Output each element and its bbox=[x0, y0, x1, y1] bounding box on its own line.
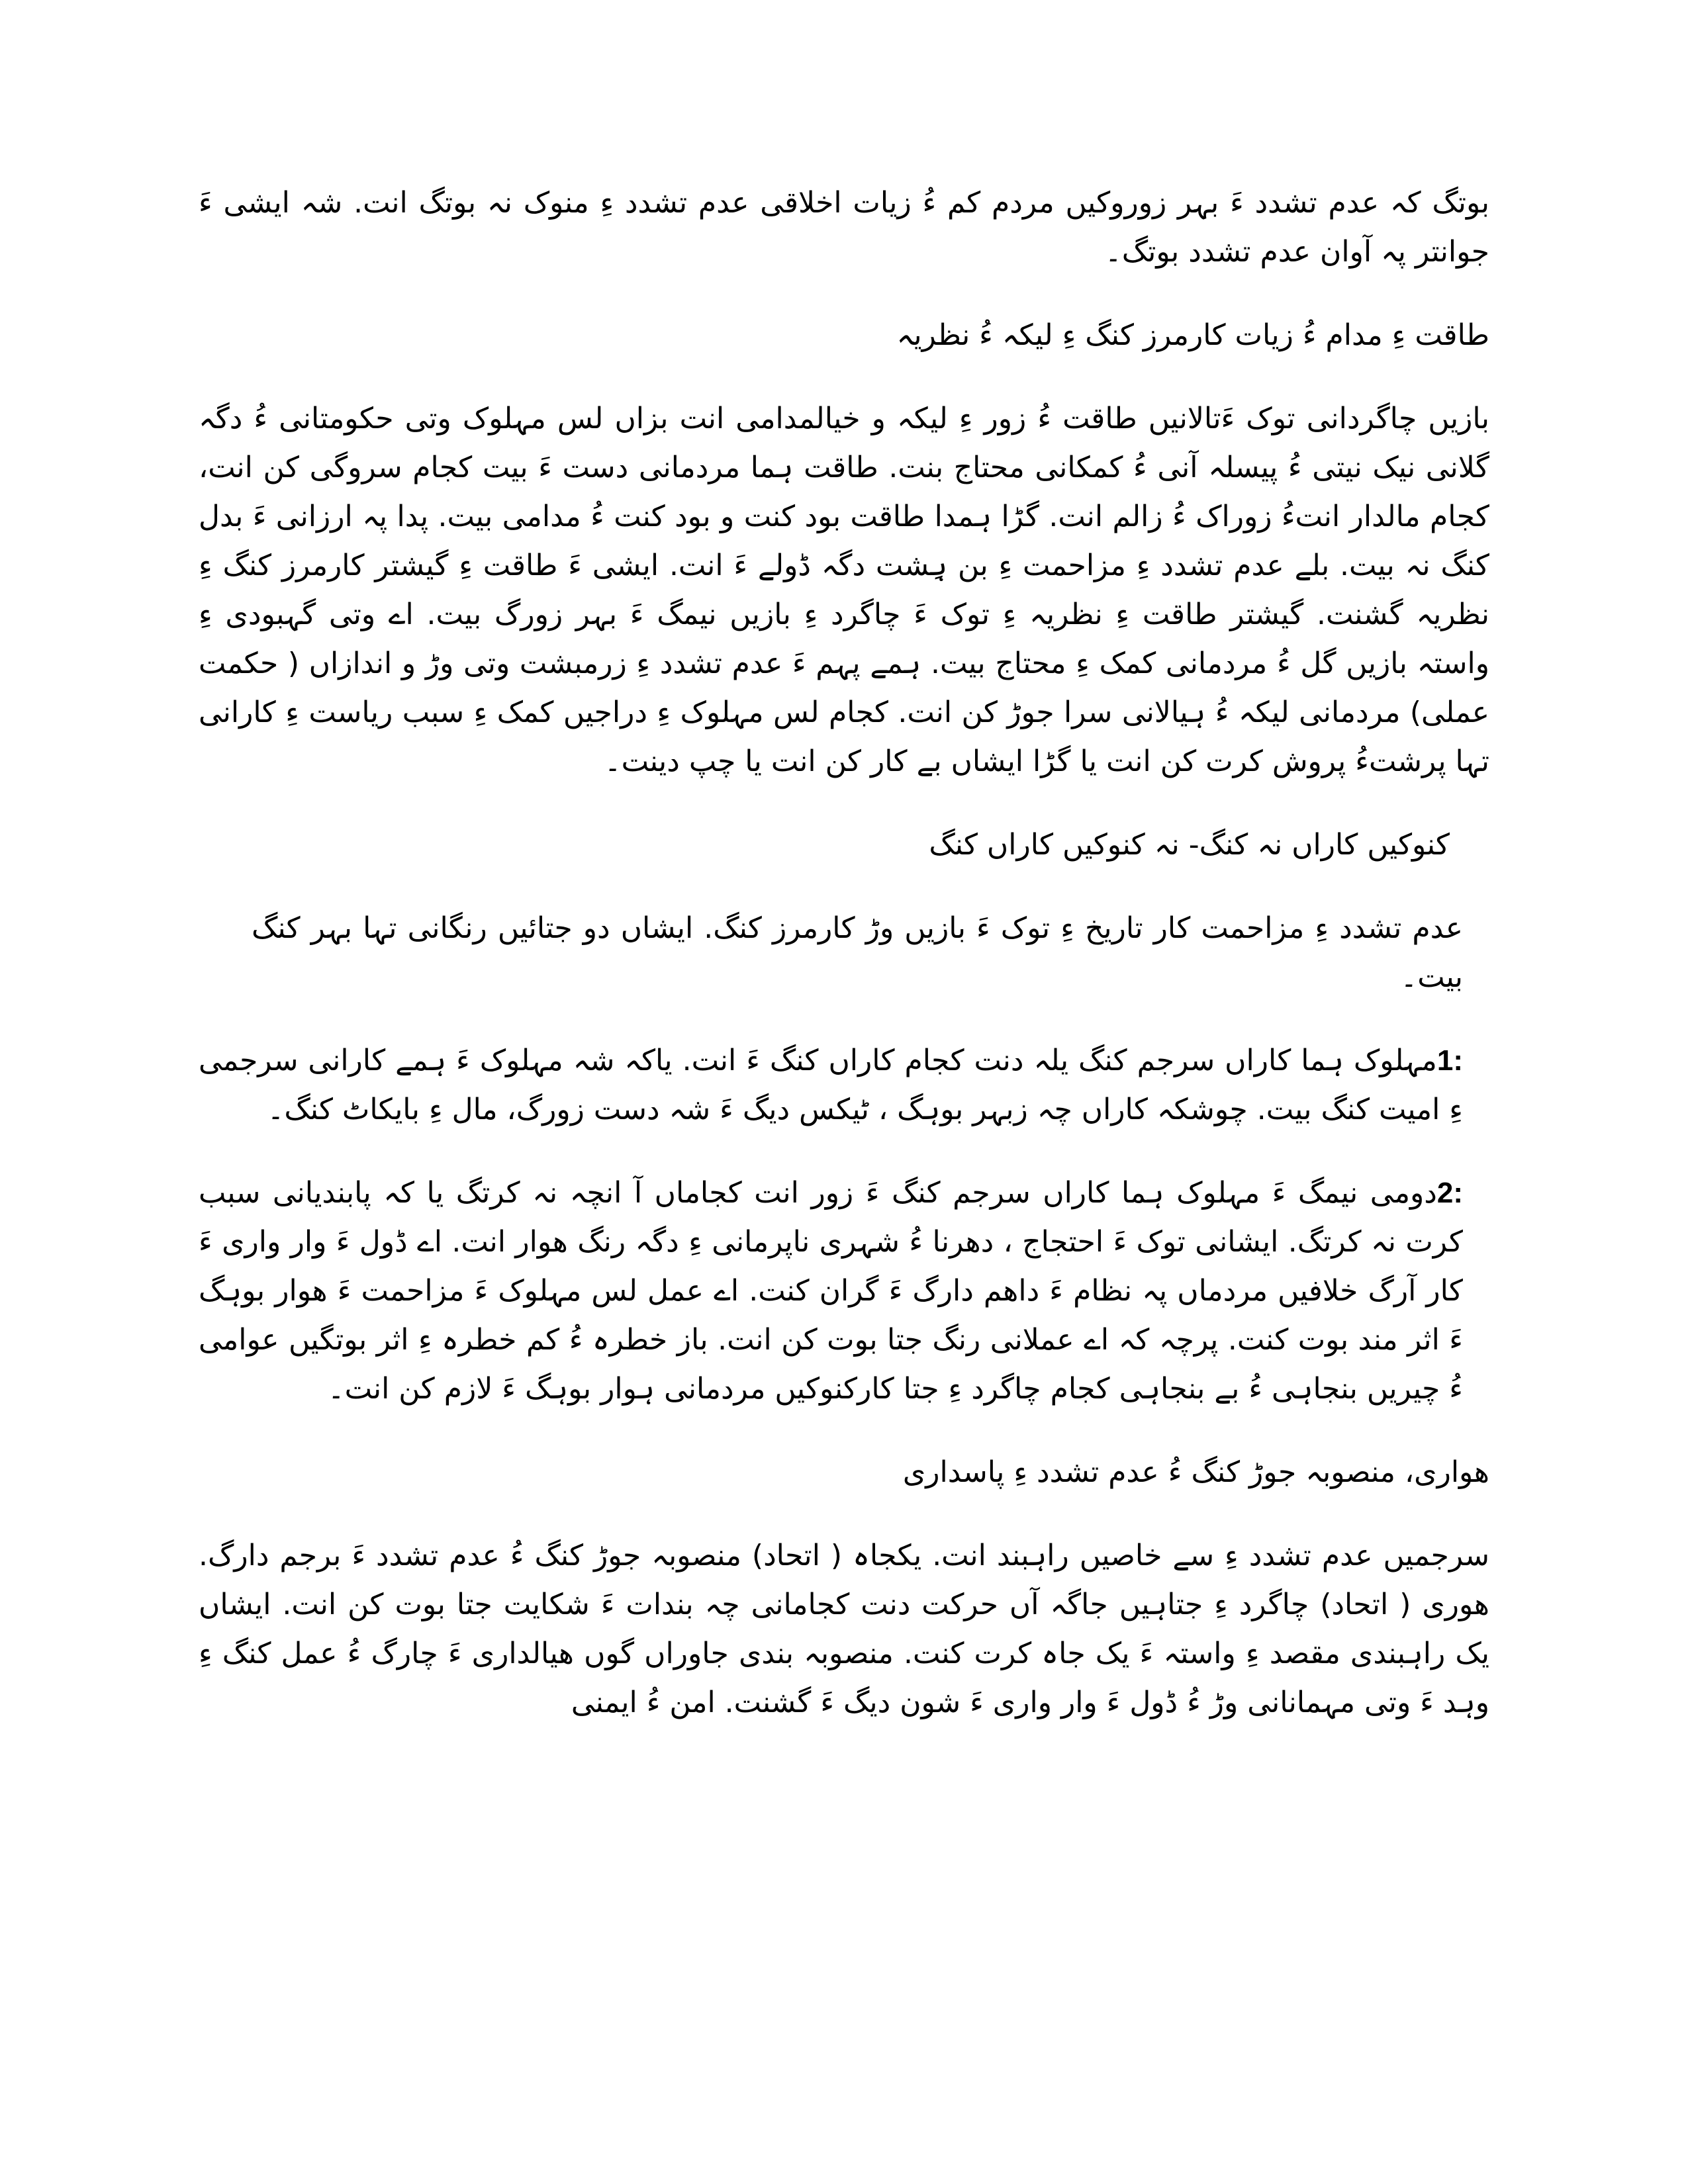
paragraph-power-theory: بازیں چاگردانی توک ءَتالانیں طاقت ءُ زور ءِ لیکہ و خیالمدامی انت بزاں لس مہلوک وتی حکومتانی ءُ دگہ گلانی نیک نیتی ءُ پیسلہ آنی ءُ کمکانی محتاج بنت. طاقت ہما مردمانی دست ءَ بیت کجام سروگی کن انت، کجام مالدار انتءُ زوراک ءُ زالم انت. گڑا ہمدا طاقت بود کنت و بود کنت ءُ مدامی بیت. پدا پہ ارزانی ءَ بدل کنگ نہ بیت. بلے عدم تشدد ءِ مزاحمت ءِ بن ہِشت دگہ ڈولے ءَ انت. ایشی ءَ طاقت ءِ گیشتر کارمرز کنگ ءِ نظریہ گشنت. گیشتر طاقت ءِ نظریہ ءِ توک ءَ چاگرد ءِ بازیں نیمگ ءَ بہر زورگ بیت. اے وتی گہبودی ءِ واستہ بازیں گل ءُ مردمانی کمک ءِ محتاج بیت. ہمے پہم ءَ عدم تشدد ءِ زرمبشت وتی وڑ و اندازاں ( حکمت عملی) مردمانی لیکہ ءُ ہیالانی سرا جوڑ کن انت. کجام لس مہلوک ءِ دراجیں کمک ءِ سبب ریاست ءِ کارانی تہا پرشتءُ پروش کرت کن انت یا گڑا ایشاں بے کار کن انت یا چپ دینت۔ bbox=[199, 402, 1489, 778]
document-page bbox=[199, 179, 1489, 1762]
paragraph-unity-planning: سرجمیں عدم تشدد ءِ سے خاصیں راہبند انت. یکجاہ ( اتحاد) منصوبہ جوڑ کنگ ءُ عدم تشدد ءَ برجم دارگ. هوری ( اتحاد) چاگرد ءِ جتاہیں جاگہ آں حرکت دنت کجامانی چہ بندات ءَ شکایت جتا بوت کن انت. ایشاں یک راہبندی مقصد ءِ واستہ ءَ یک جاہ کرت کنت. منصوبہ بندی جاوراں گوں هیالداری ءَ چارگ ءُ عمل کنگ ءِ وہد ءَ وتی مہمانانی وڑ ءُ ڈول ءَ وار واری ءَ شون دیگ ءَ گشنت. امن ءُ ایمنی bbox=[199, 1539, 1489, 1719]
section-heading-power-theory: طاقت ءِ مدام ءُ زیات کارمرز کنگ ءِ لیکہ ءُ نظریہ bbox=[896, 318, 1489, 352]
numbered-item-text: دومی نیمگ ءَ مہلوک ہما کاراں سرجم کنگ ءَ زور انت کجاماں آ انچہ نہ کرتگ یا کہ پابندیانی سبب کرت نہ کرتگ. ایشانی توک ءَ احتجاج ، دھرنا ءُ شہری ناپرمانی ءِ دگہ رنگ هوار انت. اے ڈول ءَ وار واری ءَ کار آرگ خلافیں مردماں پہ نظام ءَ داهم دارگ ءَ گران کنت. اے عمل لس مہلوک ءَ مزاحمت ءَ هوار بوہگ ءَ اثر مند بوت کنت. پرچہ کہ اے عملانی رنگ جتا بوت کن انت. باز خطرہ ءُ کم خطرہ ءِ اثر بوتگیں عوامی ءُ چیریں بنجاہی ءُ بے بنجاہی کجام چاگرد ءِ جتا کارکنوکیں مردمانی ہوار بوہگ ءَ لازم کن انت۔ bbox=[199, 1176, 1463, 1406]
numbered-item-1 bbox=[199, 1036, 1489, 1134]
section-heading-acts: کنوکیں کاراں نہ کنگ- نہ کنوکیں کاراں کنگ bbox=[929, 828, 1450, 862]
numbered-item-text: مہلوک ہما کاراں سرجم کنگ یلہ دنت کجام کاراں کنگ ءَ انت. یاکہ شہ مہلوک ءَ ہمے کارانی سرجمی ءِ امیت کنگ بیت. چوشکہ کاراں چہ زبہر بوہگ ، ٹیکس دیگ ءَ شہ دست زورگ، مال ءِ بایکاٹ کنگ۔ bbox=[199, 1044, 1463, 1126]
section-heading-unity-planning: هواری، منصوبہ جوڑ کنگ ءُ عدم تشدد ءِ پاسداری bbox=[902, 1455, 1489, 1489]
paragraph-intro-continued: بوتگ کہ عدم تشدد ءَ بہر زوروکیں مردم کم ءُ زیات اخلاقی عدم تشدد ءِ منوک نہ بوتگ انت. شہ ایشی ءَ جوانتر پہ آوان عدم تشدد بوتگ۔ bbox=[199, 186, 1489, 269]
paragraph-acts-intro: عدم تشدد ءِ مزاحمت کار تاریخ ءِ توک ءَ بازیں وڑ کارمرز کنگ. ایشاں دو جتائیں رنگانی تہا بہر کنگ بیت۔ bbox=[252, 911, 1463, 994]
numbered-item-2 bbox=[199, 1169, 1489, 1414]
item-number: 1: bbox=[1436, 1044, 1463, 1077]
item-number: 2: bbox=[1436, 1177, 1463, 1209]
